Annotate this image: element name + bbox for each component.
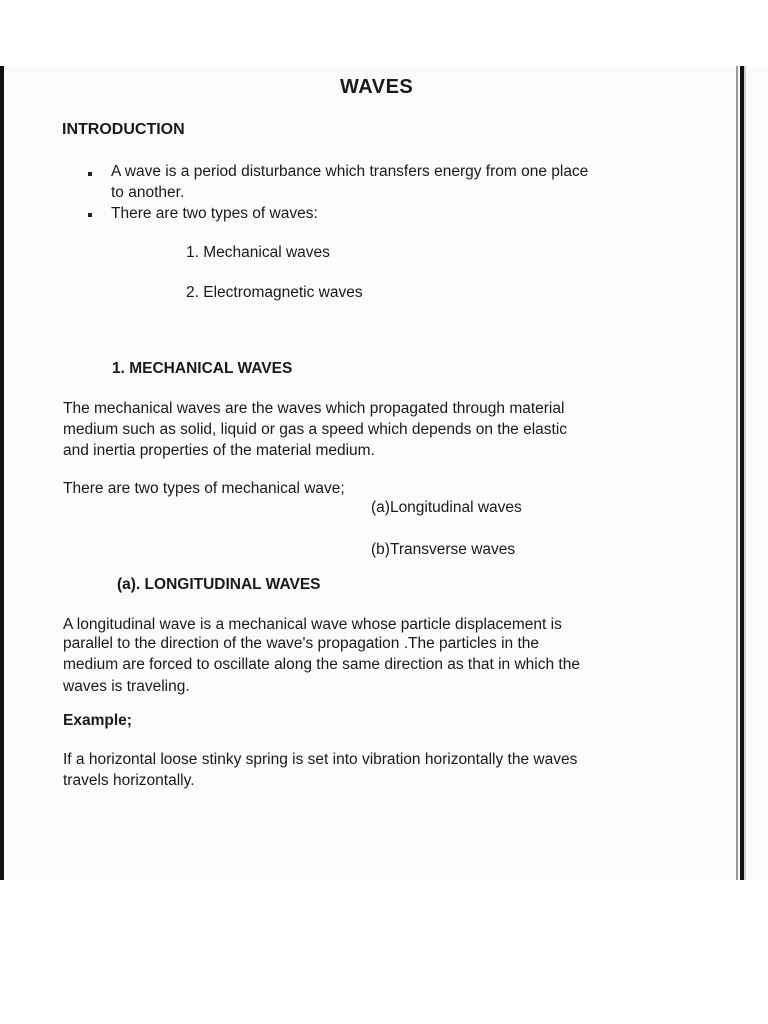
- bullet-icon: [88, 213, 92, 217]
- mechanical-type-b: (b)Transverse waves: [371, 541, 516, 558]
- mechanical-paragraph-line-1: The mechanical waves are the waves which propagated through material: [63, 400, 565, 417]
- longitudinal-paragraph-line-3: medium are forced to oscillate along the same direction as that in which the: [63, 656, 580, 673]
- page-left-edge: [0, 66, 4, 880]
- bullet-icon: [88, 172, 92, 176]
- wave-type-1: 1. Mechanical waves: [186, 244, 330, 261]
- intro-bullet-1-line-1: A wave is a period disturbance which transfers energy from one place: [111, 163, 589, 180]
- longitudinal-paragraph-line-2: parallel to the direction of the wave's propagation .The particles in the: [63, 635, 539, 652]
- intro-bullet-2-line-1: There are two types of waves:: [111, 205, 318, 222]
- example-line-2: travels horizontally.: [63, 772, 195, 789]
- page-right-edge: [736, 66, 746, 880]
- longitudinal-paragraph-line-4: waves is traveling.: [63, 678, 190, 695]
- mechanical-paragraph-line-3: and inertia properties of the material medium.: [63, 442, 375, 459]
- introduction-heading: INTRODUCTION: [62, 121, 185, 138]
- example-line-1: If a horizontal loose stinky spring is set into vibration horizontally the waves: [63, 751, 578, 768]
- longitudinal-waves-heading: (a). LONGITUDINAL WAVES: [117, 576, 321, 593]
- page-title: WAVES: [340, 76, 414, 98]
- longitudinal-paragraph-line-1: A longitudinal wave is a mechanical wave whose particle displacement is: [63, 616, 562, 633]
- wave-type-2: 2. Electromagnetic waves: [186, 284, 363, 301]
- mechanical-waves-heading: 1. MECHANICAL WAVES: [112, 360, 293, 377]
- mechanical-paragraph-line-2: medium such as solid, liquid or gas a speed which depends on the elastic: [63, 421, 568, 438]
- example-label: Example;: [63, 712, 132, 729]
- intro-bullet-1-line-2: to another.: [111, 184, 185, 201]
- mechanical-types-intro: There are two types of mechanical wave;: [63, 480, 345, 497]
- mechanical-type-a: (a)Longitudinal waves: [371, 499, 522, 516]
